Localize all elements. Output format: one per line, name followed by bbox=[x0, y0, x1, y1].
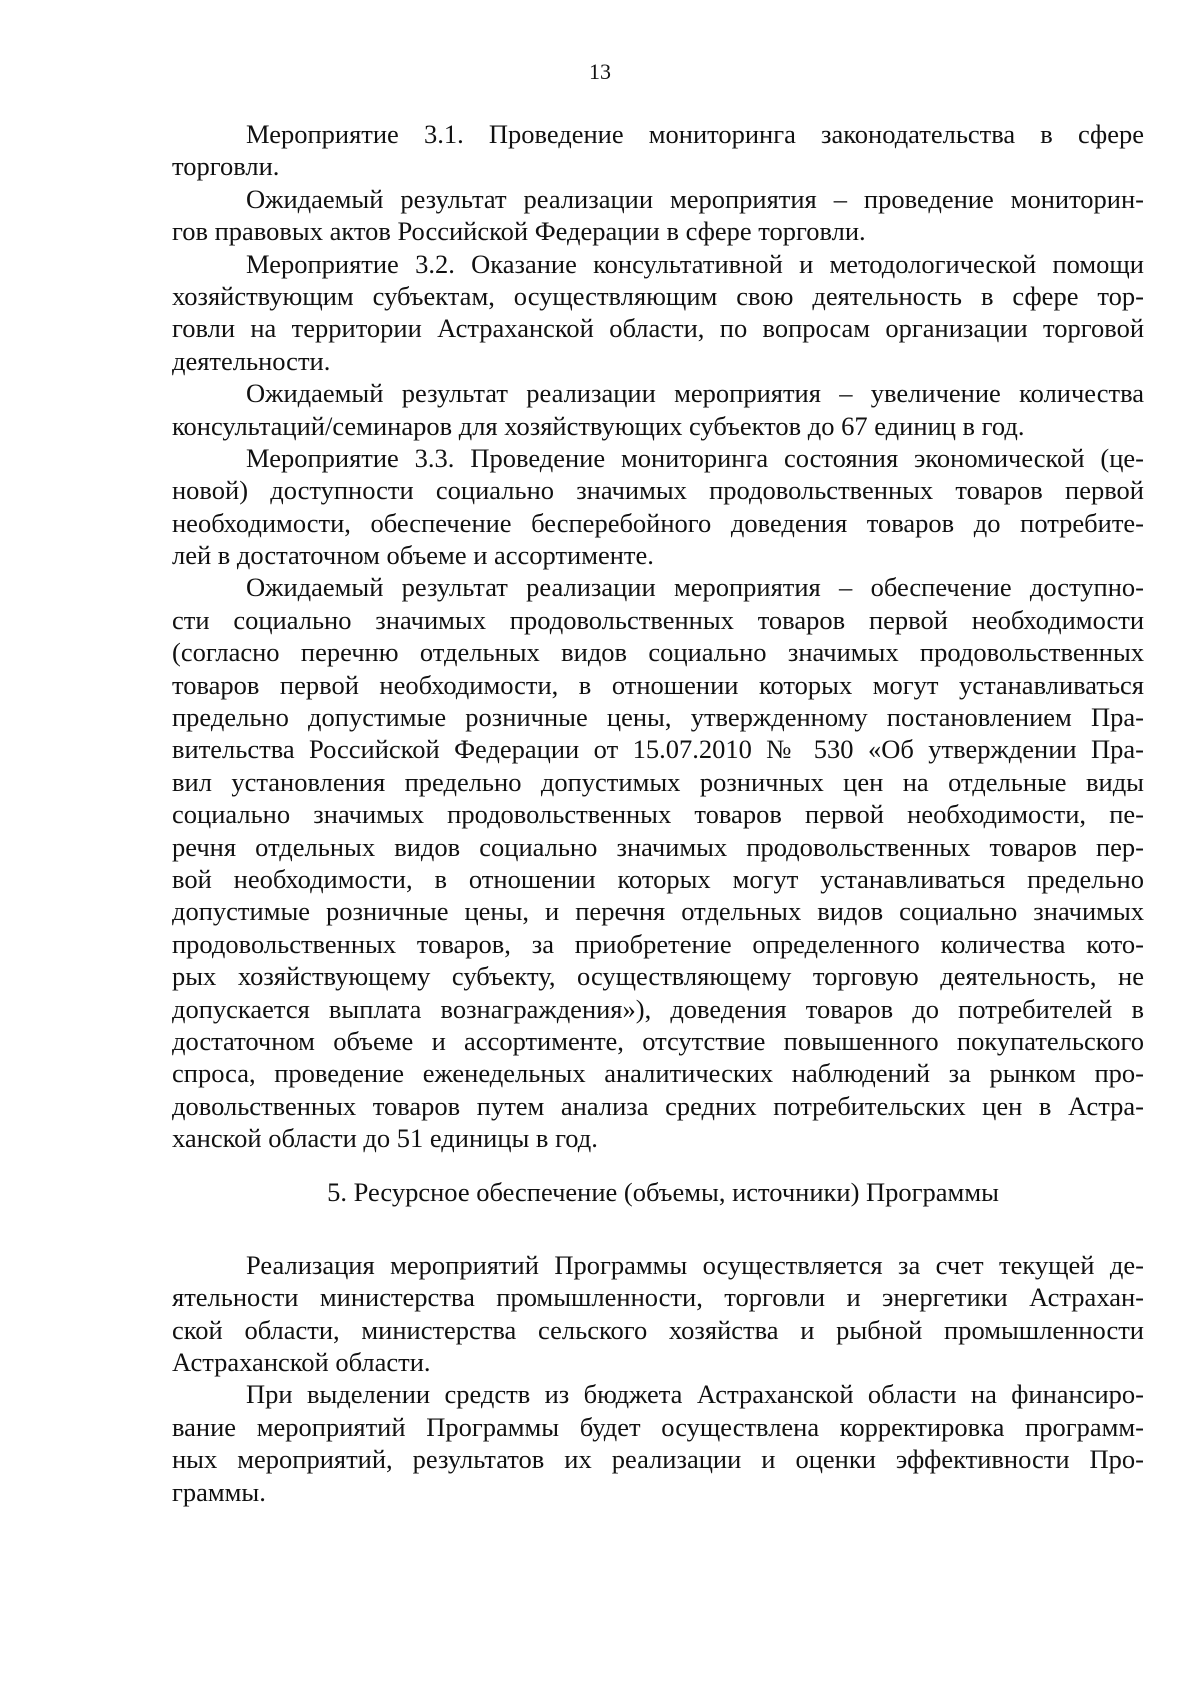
text-line: Ожидаемый результат реализации мероприятия – проведение мониторин- bbox=[246, 183, 1144, 214]
activity-paragraph bbox=[172, 248, 1144, 378]
text-line: деятельности. bbox=[172, 345, 331, 376]
activity-paragraph bbox=[172, 183, 1144, 248]
text-line: речня отдельных видов социально значимых продовольственных товаров пер- bbox=[172, 831, 1144, 862]
activity-paragraph bbox=[172, 571, 1144, 1154]
text-line: Мероприятие 3.1. Проведение мониторинга законодательства в сфере bbox=[246, 119, 1144, 149]
text-line: хозяйствующим субъектам, осуществляющим свою деятельность в сфере тор- bbox=[172, 280, 1144, 311]
text-line: (согласно перечню отдельных видов социально значимых продовольственных bbox=[172, 637, 1144, 668]
resource-paragraph bbox=[172, 1378, 1144, 1508]
text-line: При выделении средств из бюджета Астраханской области на финансиро- bbox=[246, 1379, 1144, 1410]
text-line: граммы. bbox=[172, 1476, 266, 1507]
text-line: предельно допустимые розничные цены, утвержденному постановлением Пра- bbox=[172, 702, 1144, 733]
text-line: допустимые розничные цены, и перечня отдельных видов социально значимых bbox=[172, 896, 1144, 927]
text-line: сти социально значимых продовольственных товаров первой необходимости bbox=[172, 604, 1144, 635]
text-line: Мероприятие 3.2. Оказание консультативной и методологической помощи bbox=[246, 248, 1144, 279]
section-heading: 5. Ресурсное обеспечение (объемы, источники) Программы bbox=[327, 1176, 999, 1207]
text-line: вой необходимости, в отношении которых могут устанавливаться предельно bbox=[172, 863, 1144, 894]
text-line: лей в достаточном объеме и ассортименте. bbox=[172, 540, 654, 571]
resource-paragraph bbox=[172, 1249, 1144, 1379]
text-line: гов правовых актов Российской Федерации в сфере торговли. bbox=[172, 216, 866, 247]
text-line: Ожидаемый результат реализации мероприятия – увеличение количества bbox=[246, 378, 1144, 409]
activity-paragraph bbox=[172, 118, 1144, 183]
text-line: вил установления предельно допустимых розничных цен на отдельные виды bbox=[172, 766, 1144, 797]
text-line: ской области, министерства сельского хозяйства и рыбной промышленности bbox=[172, 1314, 1144, 1345]
text-line: ханской области до 51 единицы в год. bbox=[172, 1123, 598, 1154]
activity-paragraph bbox=[172, 377, 1144, 442]
text-line: довольственных товаров путем анализа средних потребительских цен в Астра- bbox=[172, 1090, 1144, 1121]
document-body bbox=[172, 118, 1144, 1508]
text-line: вительства Российской Федерации от 15.07.2010 № 530 «Об утверждении Пра- bbox=[172, 734, 1144, 765]
activity-paragraph bbox=[172, 442, 1144, 572]
text-line: допускается выплата вознаграждения»), доведения товаров до потребителей в bbox=[172, 993, 1144, 1024]
text-line: необходимости, обеспечение бесперебойного доведения товаров до потребите- bbox=[172, 507, 1144, 538]
text-line: достаточном объеме и ассортименте, отсутствие повышенного покупательского bbox=[172, 1025, 1144, 1056]
section-5-resources bbox=[172, 1249, 1144, 1508]
text-line: товаров первой необходимости, в отношении которых могут устанавливаться bbox=[172, 669, 1144, 700]
text-line: торговли. bbox=[172, 151, 280, 182]
text-line: вание мероприятий Программы будет осуществлена корректировка программ- bbox=[172, 1411, 1144, 1442]
text-line: ятельности министерства промышленности, торговли и энергетики Астрахан- bbox=[172, 1282, 1144, 1313]
text-line: Реализация мероприятий Программы осуществляется за счет текущей де- bbox=[246, 1249, 1144, 1280]
text-line: Ожидаемый результат реализации мероприятия – обеспечение доступно- bbox=[246, 572, 1144, 603]
text-line: Астраханской области. bbox=[172, 1347, 431, 1378]
text-line: говли на территории Астраханской области, по вопросам организации торговой bbox=[172, 313, 1144, 344]
text-line: Мероприятие 3.3. Проведение мониторинга состояния экономической (це- bbox=[246, 442, 1144, 473]
text-line: продовольственных товаров, за приобретение определенного количества кото- bbox=[172, 928, 1144, 959]
text-line: новой) доступности социально значимых продовольственных товаров первой bbox=[172, 475, 1144, 506]
text-line: ных мероприятий, результатов их реализации и оценки эффективности Про- bbox=[172, 1444, 1144, 1475]
text-line: рых хозяйствующему субъекту, осуществляющему торговую деятельность, не bbox=[172, 961, 1144, 992]
section-4-activities bbox=[172, 118, 1144, 1155]
page-number: 13 bbox=[589, 59, 611, 84]
text-line: спроса, проведение еженедельных аналитических наблюдений за рынком про- bbox=[172, 1058, 1144, 1089]
text-line: консультаций/семинаров для хозяйствующих субъектов до 67 единиц в год. bbox=[172, 410, 1025, 441]
text-line: социально значимых продовольственных товаров первой необходимости, пе- bbox=[172, 799, 1144, 830]
